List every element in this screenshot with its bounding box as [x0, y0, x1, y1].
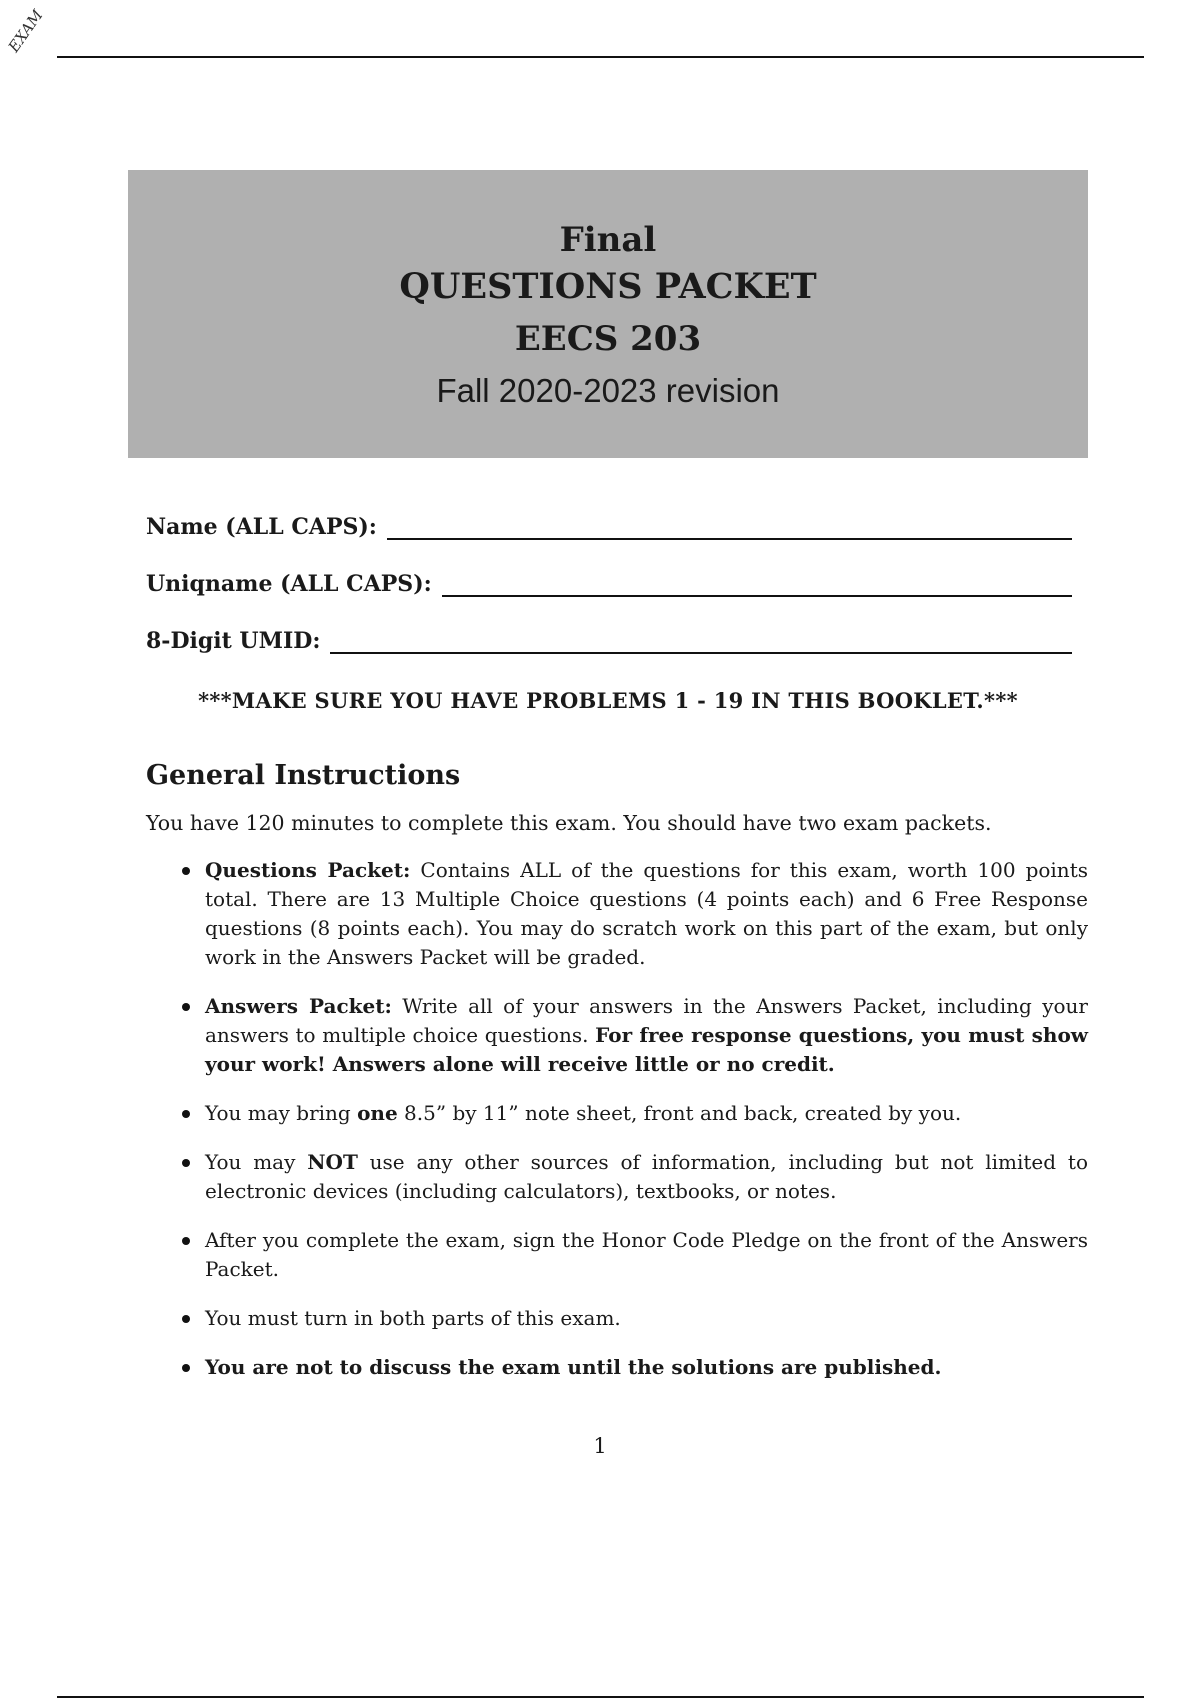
uniqname-field — [146, 571, 1072, 597]
umid-field — [146, 628, 1072, 654]
answers-packet-label: Answers Packet: — [205, 994, 392, 1018]
list-item — [180, 992, 1088, 1079]
list-item — [180, 1353, 1088, 1382]
title-line-course: EECS 203 — [514, 319, 702, 359]
bottom-rule — [57, 1696, 1144, 1698]
top-rule — [57, 56, 1144, 58]
bullet-icon — [182, 1159, 190, 1167]
uniqname-blank-line[interactable] — [442, 575, 1072, 597]
questions-packet-label: Questions Packet: — [205, 858, 411, 882]
name-label: Name (ALL CAPS): — [146, 514, 377, 540]
title-line-final: Final — [559, 220, 657, 260]
bullet-icon — [182, 1315, 190, 1323]
questions-packet-text: Contains ALL of the questions for this exam, worth 100 points total. There are 13 Multiple Choice questions (4 points each) and 6 Free Response questions (8 points each). You may do scratch work on this part of the exam, but only work in the Answers Packet will be graded. — [205, 858, 1088, 969]
umid-blank-line[interactable] — [330, 632, 1072, 654]
turn-in-text: You must turn in both parts of this exam. — [205, 1306, 621, 1330]
name-field — [146, 514, 1072, 540]
note-sheet-text-end: 8.5” by 11” note sheet, front and back, created by you. — [397, 1101, 962, 1125]
bullet-icon — [182, 1364, 190, 1372]
list-item — [180, 1304, 1088, 1333]
uniqname-label: Uniqname (ALL CAPS): — [146, 571, 432, 597]
list-item — [180, 1099, 1088, 1128]
bullet-icon — [182, 1003, 190, 1011]
list-item — [180, 1148, 1088, 1206]
sources-text-start: You may — [205, 1150, 308, 1174]
bullet-icon — [182, 1237, 190, 1245]
title-line-term: Fall 2020-2023 revision — [436, 372, 780, 409]
sources-text-end: use any other sources of information, including but not limited to electronic devices (including calculators), textbooks, or notes. — [205, 1150, 1088, 1203]
umid-label: 8-Digit UMID: — [146, 628, 321, 654]
instruction-list — [180, 856, 1088, 1402]
corner-exam-tag: EXAM — [4, 6, 47, 56]
list-item — [180, 1226, 1088, 1284]
honor-code-text: After you complete the exam, sign the Honor Code Pledge on the front of the Answers Packet. — [205, 1228, 1088, 1281]
note-sheet-text-start: You may bring — [205, 1101, 358, 1125]
sources-not: NOT — [307, 1150, 358, 1174]
list-item — [180, 856, 1088, 972]
bullet-icon — [182, 867, 190, 875]
intro-text: You have 120 minutes to complete this exam. You should have two exam packets. — [146, 811, 992, 835]
name-blank-line[interactable] — [387, 518, 1072, 540]
section-heading: General Instructions — [146, 760, 461, 791]
page-number: 1 — [593, 1434, 607, 1458]
note-sheet-count: one — [357, 1101, 398, 1125]
no-discussion-text: You are not to discuss the exam until the solutions are published. — [205, 1355, 942, 1379]
answers-packet-text: Write all of your answers in the Answers Packet, including your answers to multiple choice questions. — [205, 994, 1088, 1047]
title-line-packet: QUESTIONS PACKET — [399, 266, 817, 307]
booklet-note: ***MAKE SURE YOU HAVE PROBLEMS 1 - 19 IN THIS BOOKLET.*** — [198, 688, 1018, 713]
show-work-warning: For free response questions, you must show your work! Answers alone will receive little or no credit. — [205, 1023, 1089, 1076]
title-box — [128, 170, 1088, 458]
bullet-icon — [182, 1110, 190, 1118]
